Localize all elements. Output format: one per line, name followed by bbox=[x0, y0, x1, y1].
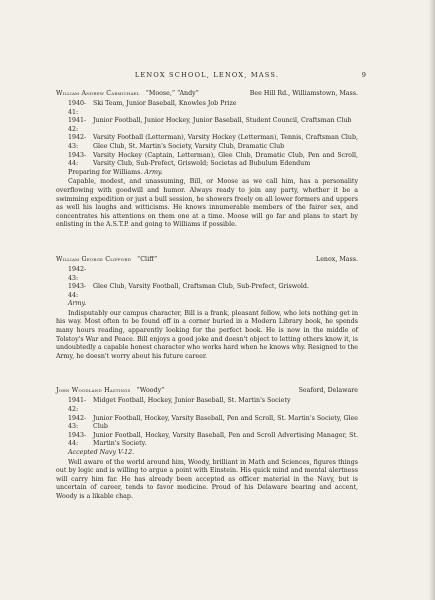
activity-row bbox=[68, 397, 358, 414]
activity-years: 1943-44: bbox=[68, 431, 87, 448]
prep-label: Preparing for Williams. bbox=[68, 168, 143, 176]
activity-row bbox=[68, 100, 358, 117]
activity-years: 1940-41: bbox=[68, 100, 87, 116]
student-note: Army. bbox=[68, 300, 87, 308]
activity-text: Ski Team, Junior Baseball, Knowles Job Prize bbox=[93, 100, 237, 107]
activity-text bbox=[93, 266, 358, 283]
activities-list bbox=[68, 100, 358, 169]
student-nickname: “Woody” bbox=[136, 387, 165, 395]
page-edge-shadow bbox=[429, 0, 435, 600]
page-content bbox=[56, 70, 366, 502]
activity-row bbox=[68, 432, 358, 449]
student-name: William Andrew Carmichael bbox=[56, 90, 140, 97]
activity-text: Midget Football, Hockey, Junior Baseball, St. Martin's Society bbox=[93, 397, 291, 405]
activity-text: Junior Football, Hockey, Varsity Baseball, Pen and Scroll Advertising Manager, St. Martin's Society. bbox=[93, 431, 358, 448]
entry-separator bbox=[56, 361, 358, 381]
activity-text: Varsity Hockey (Captain, Letterman), Glee Club, Dramatic Club, Pen and Scroll, Varsity Club, Sub-Prefect, Griswold; Societas ad Bubulum Edendum bbox=[93, 151, 358, 168]
entry-heading bbox=[56, 90, 358, 99]
running-title: LENOX SCHOOL, LENOX, MASS. bbox=[134, 71, 280, 79]
student-hometown: Lenox, Mass. bbox=[316, 255, 358, 263]
activity-row bbox=[68, 283, 358, 300]
activities-list bbox=[68, 397, 358, 449]
student-name: William George Clifford bbox=[56, 255, 131, 263]
activity-row bbox=[68, 415, 358, 432]
activity-years: 1943-44: bbox=[68, 283, 87, 299]
activity-text: Junior Football, Hockey, Varsity Baseball, Pen and Scroll, St. Martin's Society, Glee Club bbox=[93, 414, 358, 431]
prep-line bbox=[68, 169, 358, 178]
student-name: John Woodland Hastings bbox=[56, 387, 131, 395]
entry-heading bbox=[56, 387, 358, 396]
activities-list bbox=[68, 266, 358, 300]
activity-text: Junior Football, Junior Hockey, Junior Baseball, Student Council, Craftsman Club bbox=[93, 117, 352, 125]
student-hometown: Bee Hill Rd., Williamstown, Mass. bbox=[249, 90, 358, 97]
activity-row bbox=[68, 134, 358, 151]
page-number: 9 bbox=[361, 71, 366, 79]
activity-years: 1941-42: bbox=[68, 117, 87, 133]
student-hometown: Seaford, Delaware bbox=[298, 387, 358, 395]
student-nickname: “Cliff” bbox=[137, 255, 158, 263]
activity-row bbox=[68, 266, 358, 283]
student-nickname: “Moose,” “Andy” bbox=[145, 90, 199, 97]
activity-years: 1941-42: bbox=[68, 397, 87, 414]
page-header bbox=[56, 70, 366, 84]
student-entry bbox=[56, 90, 358, 230]
student-note: Accepted Navy V-12. bbox=[68, 449, 135, 456]
entry-heading bbox=[56, 256, 358, 265]
student-bio: Well aware of the world around him, Woody, brilliant in Math and Sciences, figures things out by logic and is willing to argue a point with Einstein. His quick mind and mental alertness will carry him far. He has already been accepted as officer material in the Navy, but is uncertain of career, tends to favor medicine. Proud of his Delaware bearing and accent, Woody is a likable chap. bbox=[56, 458, 358, 500]
activity-text: Varsity Football (Letterman), Varsity Hockey (Letterman), Tennis, Craftsman Club, Glee Club, St. Martin's Society, Varsity Club, Dramatic Club bbox=[93, 134, 358, 150]
activity-row bbox=[68, 152, 358, 169]
activity-row bbox=[68, 117, 358, 134]
entry-separator bbox=[56, 230, 358, 250]
activity-years: 1942-43: bbox=[68, 414, 87, 431]
activity-years: 1942-43: bbox=[68, 265, 87, 282]
student-bio: Indisputably our campus character, Bill is a frank, pleasant fellow, who lets nothing get in his way. Most often to be found off in a corner buried in a Modern Library book, he spends many hours reading, apparently looking for the perfect book. He is now in the middle of Tolstoy's War and Peace. Bill enjoys a good joke and doesn't object to letting others know it, is undoubtedly a capable honest character who works hard when he knows why. Resigned to the Army, he doesn't worry about his future career. bbox=[56, 309, 358, 360]
activity-text: Glee Club, Varsity Football, Craftsman Club, Sub-Prefect, Griswold. bbox=[93, 283, 309, 291]
activity-years: 1942-43: bbox=[68, 134, 87, 150]
prep-note: Army. bbox=[144, 168, 163, 176]
student-entry bbox=[56, 256, 358, 362]
activity-years: 1943-44: bbox=[68, 151, 87, 168]
student-entry bbox=[56, 387, 358, 501]
student-bio: Capable, modest, and unassuming, Bill, or Moose as we call him, has a personality overflowing with goodwill and humor. Always ready to join any party, whether it be a swimming expedition or just a bull session, he showers freely on all lower formers and uppers as well his laughs and witticisms. He knows innumerable members of the fairer sex, and concentrates his attentions on them one at a time. Moose will go far and plans to start by enlisting in the A.S.T.P. and going to Williams if possible. bbox=[56, 178, 358, 229]
